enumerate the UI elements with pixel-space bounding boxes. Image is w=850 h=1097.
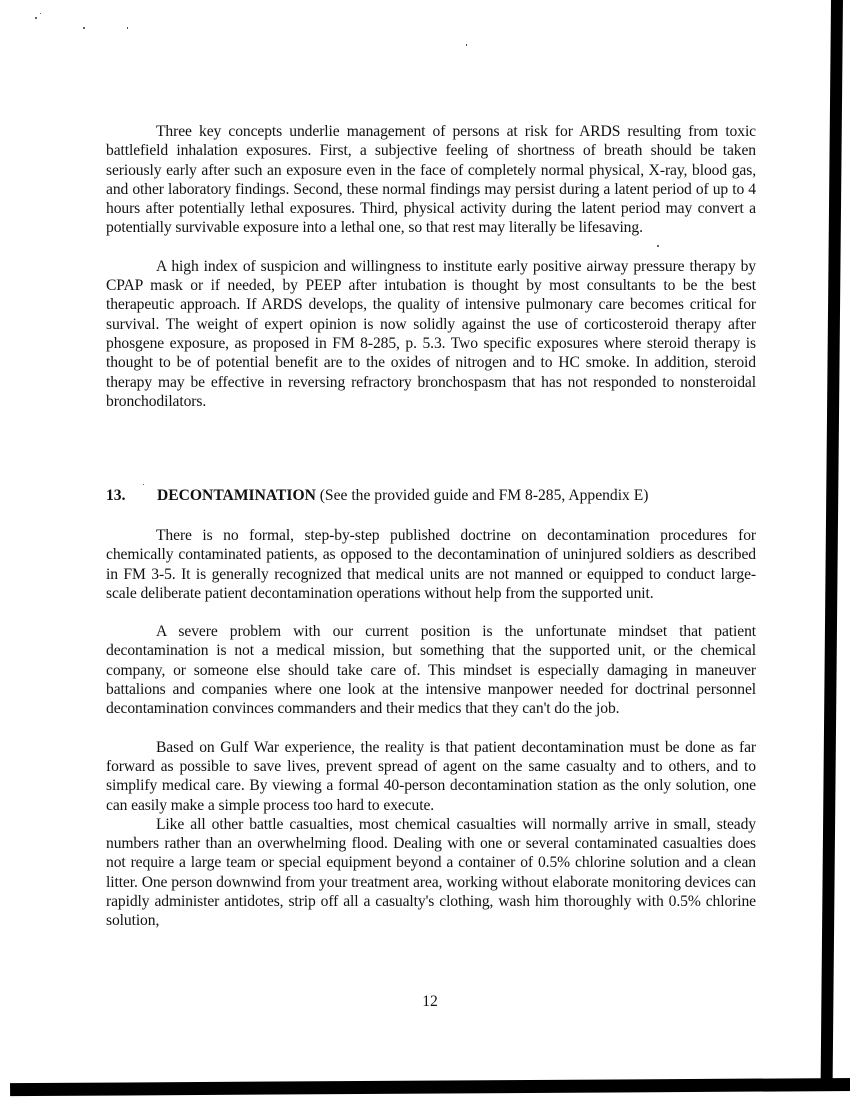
section-heading-decontamination <box>106 486 648 505</box>
paragraph-mindset-problem: A severe problem with our current position is the unfortunate mindset that patient decontamination is not a medical mission, but something that the supported unit, or the chemical company, or someone else should take care of. This mindset is especially damaging in maneuver battalions and companies where one look at the intensive manpower needed for doctrinal personnel decontamination convinces commanders and their medics that they can't do the job. <box>106 623 756 718</box>
paragraph-gulf-war-experience: Based on Gulf War experience, the reality is that patient decontamination must be done as far forward as possible to save lives, prevent spread of agent on the same casualty and to others, and to simplify medical care. By viewing a formal 40-person decontamination station as the only solution, one can easily make a simple process too hard to execute. <box>106 738 756 814</box>
page-number: 12 <box>422 993 438 1010</box>
scan-speck <box>83 27 85 29</box>
scan-speck <box>35 17 37 19</box>
section-title: DECONTAMINATION <box>157 487 316 504</box>
scan-border-bottom <box>10 1078 850 1096</box>
intro-text-block <box>106 122 756 411</box>
section-text-block <box>106 526 756 931</box>
section-note: (See the provided guide and FM 8-285, Appendix E) <box>315 487 649 504</box>
paragraph-no-formal-doctrine: There is no formal, step-by-step published doctrine on decontamination procedures for chemically contaminated patients, as opposed to the decontamination of uninjured soldiers as described in FM 3-5. It is generally recognized that medical units are not manned or equipped to conduct large-scale deliberate patient decontamination operations without help from the supported unit. <box>106 527 756 602</box>
scan-speck <box>143 484 144 485</box>
paragraph-positive-airway-pressure: A high index of suspicion and willingness to institute early positive airway pressure therapy by CPAP mask or if needed, by PEEP after intubation is thought by most consultants to be the best therapeutic approach. If ARDS develops, the quality of intensive pulmonary care becomes critical for survival. The weight of expert opinion is now solidly against the use of corticosteroid therapy after phosgene exposure, as proposed in FM 8-285, p. 5.3. Two specific exposures where steroid therapy is thought to be of potential benefit are to the oxides of nitrogen and to HC smoke. In addition, steroid therapy may be effective in reversing refractory bronchospasm that has not responded to nonsteroidal bronchodilators. <box>106 257 756 410</box>
paragraph-battle-casualties: Like all other battle casualties, most chemical casualties will normally arrive in small, steady numbers rather than an overwhelming flood. Dealing with one or several contaminated casualties does not require a large team or special equipment beyond a container of 0.5% chlorine solution and a clean litter. One person downwind from your treatment area, working without elaborate monitoring devices can rapidly administer antidotes, strip off all a casualty's clothing, wash him thoroughly with 0.5% chlorine solution, <box>106 815 756 930</box>
scan-speck <box>40 13 41 14</box>
scan-speck <box>127 27 128 29</box>
paragraph-ards-concepts: Three key concepts underlie management of persons at risk for ARDS resulting from toxic battlefield inhalation exposures. First, a subjective feeling of shortness of breath should be taken seriously early after such an exposure even in the face of completely normal physical, X-ray, blood gas, and other laboratory findings. Second, these normal findings may persist during a latent period of up to 4 hours after potentially lethal exposures. Third, physical activity during the latent period may convert a potentially survivable exposure into a lethal one, so that rest may literally be lifesaving. <box>106 123 756 237</box>
scan-border-right <box>821 0 843 1090</box>
section-number: 13. <box>106 487 126 504</box>
scan-speck <box>466 44 467 46</box>
